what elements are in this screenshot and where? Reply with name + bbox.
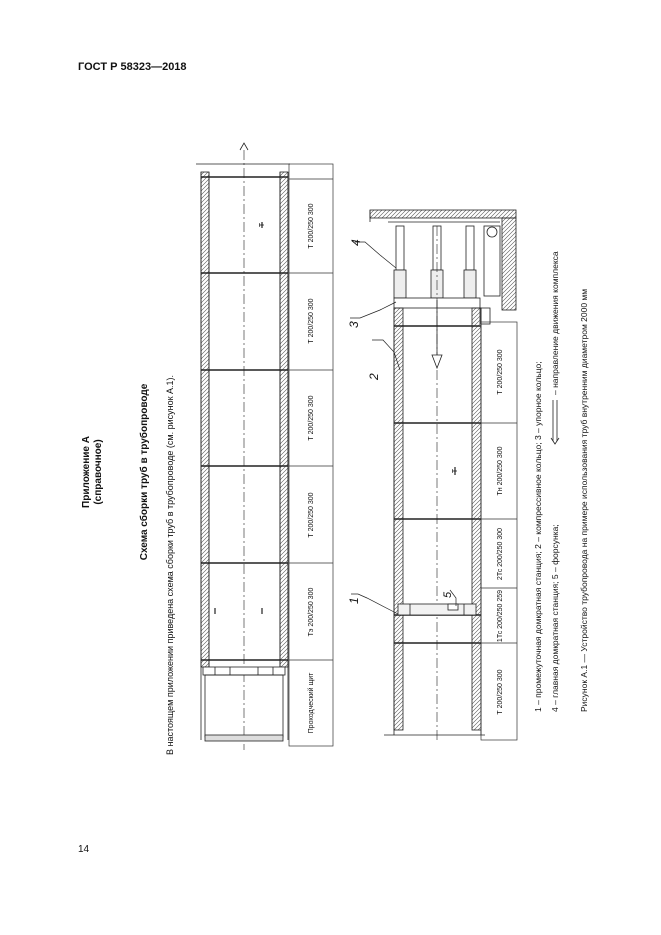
section-title: Схема сборки труб в трубопроводе: [139, 383, 150, 561]
lower-cell-3: Тн 200/250 300: [497, 446, 504, 496]
upper-cell-1: Тэ 200/250 300: [308, 587, 315, 637]
upper-cell-4: Т 200/250 300: [308, 298, 315, 344]
callout-2: 2: [367, 373, 381, 380]
upper-table: [289, 164, 333, 746]
callout-4: 4: [349, 239, 363, 246]
direction-arrow-icon: [551, 400, 559, 444]
lower-table-labels: [497, 349, 504, 714]
standard-header: ГОСТ Р 58323—2018: [78, 61, 187, 73]
upper-pipe-diagram: [196, 143, 290, 750]
lower-cell-0: Т 200/250 300: [497, 669, 504, 715]
legend-line-2: 4 – главная домкратная станция; 5 – форсунка;: [550, 524, 560, 712]
lower-cell-2: 2Тс 200/250 300: [497, 527, 504, 581]
upper-cell-5: Т 200/250 300: [308, 203, 315, 249]
upper-cell-0: Проходческий щит: [308, 672, 315, 734]
upper-table-labels: [307, 203, 315, 733]
lower-cell-1: 1Тс 200/250 259: [497, 589, 504, 643]
figure-caption: Рисунок А.1 — Устройство трубопровода на примере использования труб внутренним диаметром 2000 мм: [579, 288, 589, 712]
legend-line-1: 1 – промежуточная домкратная станция; 2 – компрессивное кольцо; 3 – упорное кольцо;: [533, 361, 543, 712]
callout-3: 3: [347, 321, 361, 328]
page-number: 14: [78, 844, 90, 855]
lower-pipe-diagram: [370, 210, 516, 740]
upper-pipe-label: Т: [259, 222, 266, 228]
intro-text: В настоящем приложении приведена схема сборки труб в трубопроводе (см. рисунок А.1).: [165, 374, 175, 756]
appendix-subtitle: (справочное): [93, 439, 104, 505]
callout-5: 5: [442, 591, 454, 598]
appendix-title: Приложение А: [81, 436, 92, 508]
upper-cell-2: Т 200/250 300: [308, 492, 315, 538]
upper-cell-3: Т 200/250 300: [308, 395, 315, 441]
callout-1: 1: [347, 597, 361, 604]
legend-arrow-text: – направление движения комплекса: [550, 251, 560, 395]
lower-pipe-label: Т: [452, 468, 459, 474]
lower-cell-4: Т 200/250 300: [497, 349, 504, 395]
